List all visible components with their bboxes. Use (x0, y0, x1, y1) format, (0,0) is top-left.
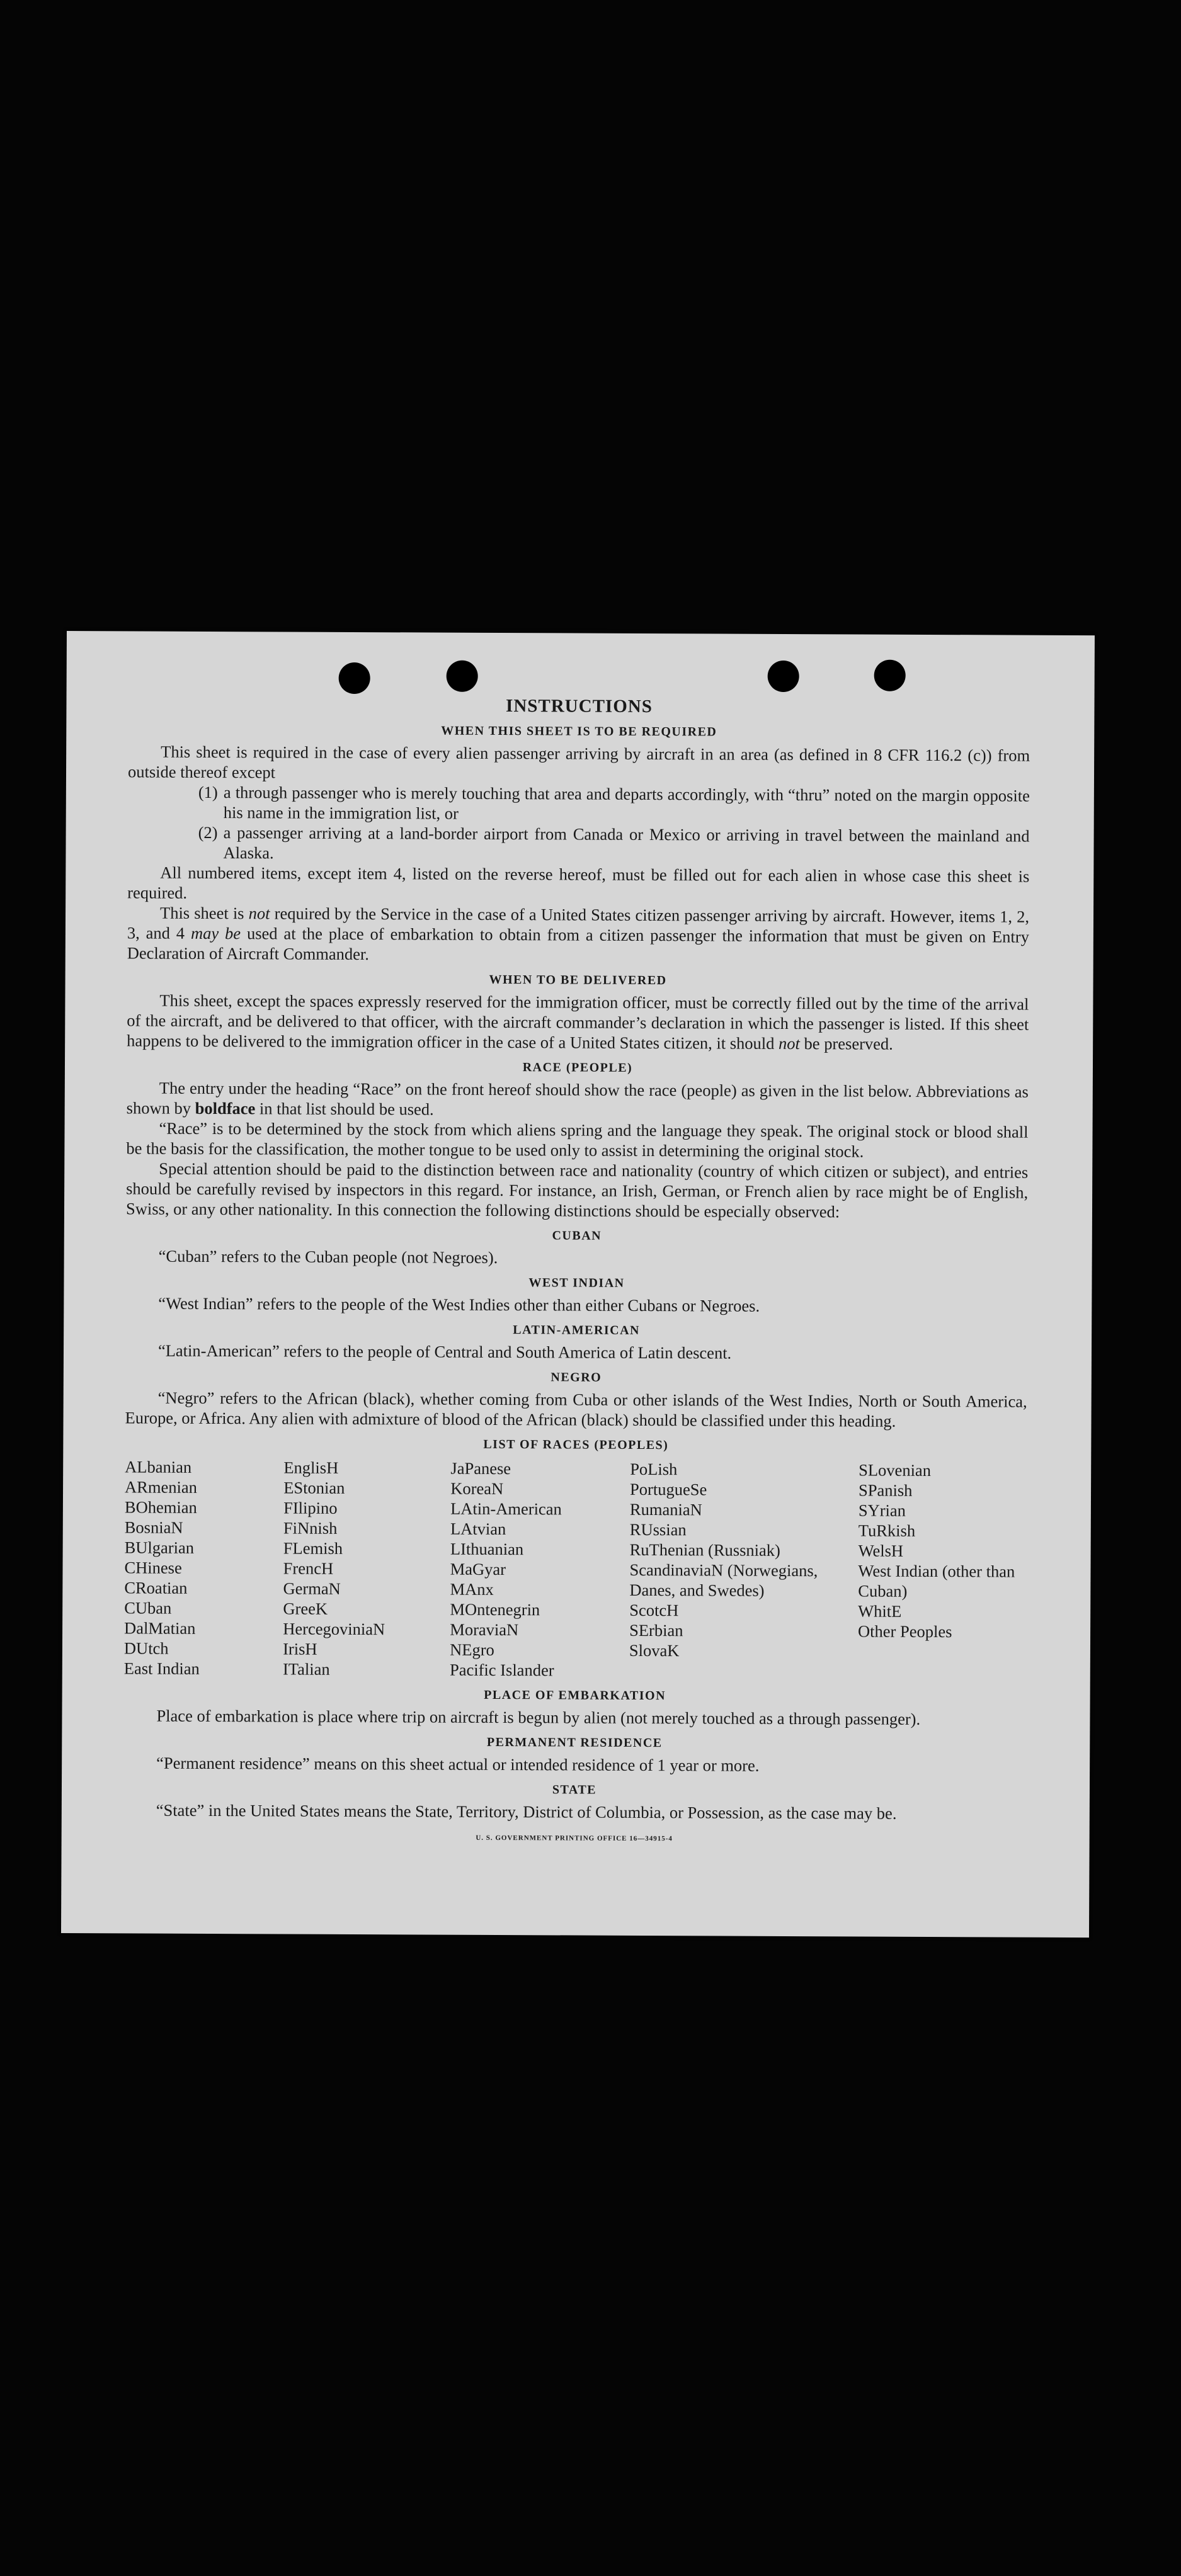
list-item: NEgro (450, 1640, 494, 1659)
section-heading: LATIN-AMERICAN (513, 1323, 641, 1337)
paragraph: “Latin-American” refers to the people of Central and South America of Latin descent. (157, 1341, 732, 1363)
races-list (124, 1456, 1027, 1682)
list-item: MaGyar (450, 1559, 506, 1579)
punch-hole (447, 661, 478, 692)
list-item: East Indian (123, 1659, 200, 1678)
list-item: (1) a through passenger who is merely touching that area and departs accordingly, with “thru” noted on the margin opposite his name in the immigration list, or (198, 782, 1030, 823)
section-heading: STATE (552, 1783, 597, 1797)
paragraph: “State” in the United States means the State, Territory, District of Columbia, or Possession, as the case may be. (156, 1800, 897, 1823)
list-item: GreeK (283, 1599, 328, 1618)
list-item: DUtch (123, 1638, 169, 1658)
instructions-content (123, 694, 1030, 1850)
list-item: IrisH (283, 1639, 317, 1659)
list-item: SYrian (858, 1501, 906, 1520)
list-item: KoreaN (450, 1478, 504, 1499)
list-item: DalMatian (124, 1618, 196, 1638)
page-title: INSTRUCTIONS (506, 696, 653, 717)
list-item: JaPanese (450, 1458, 511, 1478)
list-item: BOhemian (124, 1497, 197, 1517)
section-heading: LIST OF RACES (PEOPLES) (483, 1437, 669, 1453)
list-item: EnglisH (283, 1458, 339, 1477)
races-column (629, 1459, 859, 1682)
list-item: CHinese (124, 1558, 182, 1577)
list-item: ITalian (282, 1659, 330, 1679)
paragraph: “West Indian” refers to the people of the West Indies other than either Cubans or Negroes. (158, 1293, 760, 1315)
list-item: PortugueSe (630, 1479, 707, 1499)
list-item: CUban (124, 1598, 172, 1618)
section-heading: PERMANENT RESIDENCE (486, 1735, 663, 1750)
list-item: PoLish (630, 1459, 678, 1479)
list-item: FiNnish (283, 1518, 338, 1538)
section-heading: PLACE OF EMBARKATION (484, 1688, 666, 1703)
list-item: RUssian (629, 1519, 687, 1540)
list-item: RumaniaN (629, 1499, 702, 1519)
paragraph: All numbered items, except item 4, listed on the reverse hereof, must be filled out for each alien in whose case this sheet is required. (127, 863, 1030, 902)
paragraph: This sheet, except the spaces expressly reserved for the immigration officer, must be correctly filled out by the time of the arrival of the aircraft, and be delivered to that officer, with the aircraft commander’s declaration in which the passenger is listed. If this sheet happens to be delivered to the immigration officer in the case of a United States citizen, it should not be preserved. (127, 990, 1029, 1053)
list-item: RuThenian (Russniak) (629, 1540, 780, 1560)
list-item: SLovenian (859, 1460, 932, 1480)
list-item: LIthuanian (450, 1539, 524, 1559)
section-heading: CUBAN (552, 1228, 602, 1243)
paragraph: The entry under the heading “Race” on the front hereof should show the race (people) as given in the list below. Abbreviations as shown by boldface in that list should be used. (126, 1078, 1029, 1119)
races-column (124, 1456, 284, 1679)
paragraph: Special attention should be paid to the distinction between race and nationality (country of which citizen or subject), and entries should be carefully revised by inspectors in this regard. For instance, an Irish, German, or French alien by race might be of English, Swiss, or any other nationality. In this connection the following distinctions should be especially observed: (125, 1159, 1029, 1222)
list-item: LAtvian (450, 1519, 506, 1539)
paragraph: This sheet is required in the case of every alien passenger arriving by aircraft in an area (as defined in 8 CFR 116.2 (c)) from outside thereof except (127, 742, 1030, 782)
list-item: WhitE (858, 1601, 902, 1621)
paragraph: “Negro” refers to the African (black), whether coming from Cuba or other islands of the West Indies, North or South America, Europe, or Africa. Any alien with admixture of blood of the African (black) should be classified under this heading. (125, 1388, 1027, 1431)
printer-imprint: U. S. GOVERNMENT PRINTING OFFICE 16—34915-4 (476, 1834, 673, 1843)
section-heading: WHEN TO BE DELIVERED (489, 972, 667, 988)
races-column (283, 1458, 451, 1680)
section-heading: NEGRO (551, 1370, 602, 1385)
list-item: (2) a passenger arriving at a land-border airport from Canada or Mexico or arriving in travel between the mainland and Alaska. (198, 822, 1030, 863)
punch-hole (874, 660, 906, 691)
paragraph: “Race” is to be determined by the stock from which aliens spring and the language they speak. The original stock or blood shall be the basis for the classification, the mother tongue to be used only to assist in determining the original stock. (126, 1118, 1029, 1161)
list-item: MAnx (450, 1579, 494, 1599)
section-heading: RACE (PEOPLE) (522, 1060, 633, 1075)
paragraph: “Cuban” refers to the Cuban people (not Negroes). (158, 1246, 498, 1267)
section-heading: WHEN THIS SHEET IS TO BE REQUIRED (441, 723, 717, 739)
list-item: FrencH (283, 1558, 334, 1578)
list-item: GermaN (283, 1579, 341, 1598)
list-item: Other Peoples (857, 1621, 952, 1642)
paragraph: Place of embarkation is place where trip on aircraft is begun by alien (not merely touched as a through passenger). (156, 1706, 921, 1728)
list-item: FLemish (283, 1538, 343, 1558)
list-item: ALbanian (125, 1457, 192, 1477)
section-heading: WEST INDIAN (528, 1276, 625, 1290)
list-item: WelsH (858, 1541, 904, 1560)
punch-hole (768, 661, 799, 692)
paragraph: This sheet is not required by the Service in the case of a United States citizen passenger arriving by aircraft. However, items 1, 2, 3, and 4 may be used at the place of embarkation to obtain from a citizen passenger the information that must be given on Entry Declaration of Aircraft Commander. (127, 903, 1030, 964)
list-item: SPanish (858, 1480, 913, 1500)
list-item: HercegoviniaN (283, 1619, 385, 1639)
list-item: SlovaK (629, 1640, 680, 1660)
list-item: West Indian (other than Cuban) (858, 1561, 1015, 1601)
instruction-sheet (61, 631, 1095, 1938)
list-item: LAtin-American (450, 1499, 562, 1519)
list-item: TuRkish (858, 1521, 916, 1540)
list-item: SErbian (629, 1620, 683, 1640)
list-item: MoraviaN (450, 1620, 519, 1640)
list-item: Pacific Islander (449, 1660, 554, 1680)
punch-hole (339, 662, 370, 694)
list-item: BUlgarian (124, 1538, 195, 1557)
list-item: MOntenegrin (450, 1599, 540, 1620)
list-item: CRoatian (124, 1578, 188, 1597)
list-item: FIlipino (283, 1498, 338, 1518)
paragraph: “Permanent residence” means on this sheet actual or intended residence of 1 year or more. (156, 1753, 760, 1775)
list-item: ARmenian (125, 1477, 197, 1497)
list-item: ScotcH (629, 1600, 679, 1620)
races-column (858, 1460, 1027, 1682)
list-item: EStonian (283, 1478, 345, 1497)
races-column (450, 1458, 630, 1681)
list-item: BosniaN (124, 1518, 183, 1537)
list-item: ScandinaviaN (Norwegians, Danes, and Swedes) (629, 1560, 818, 1600)
